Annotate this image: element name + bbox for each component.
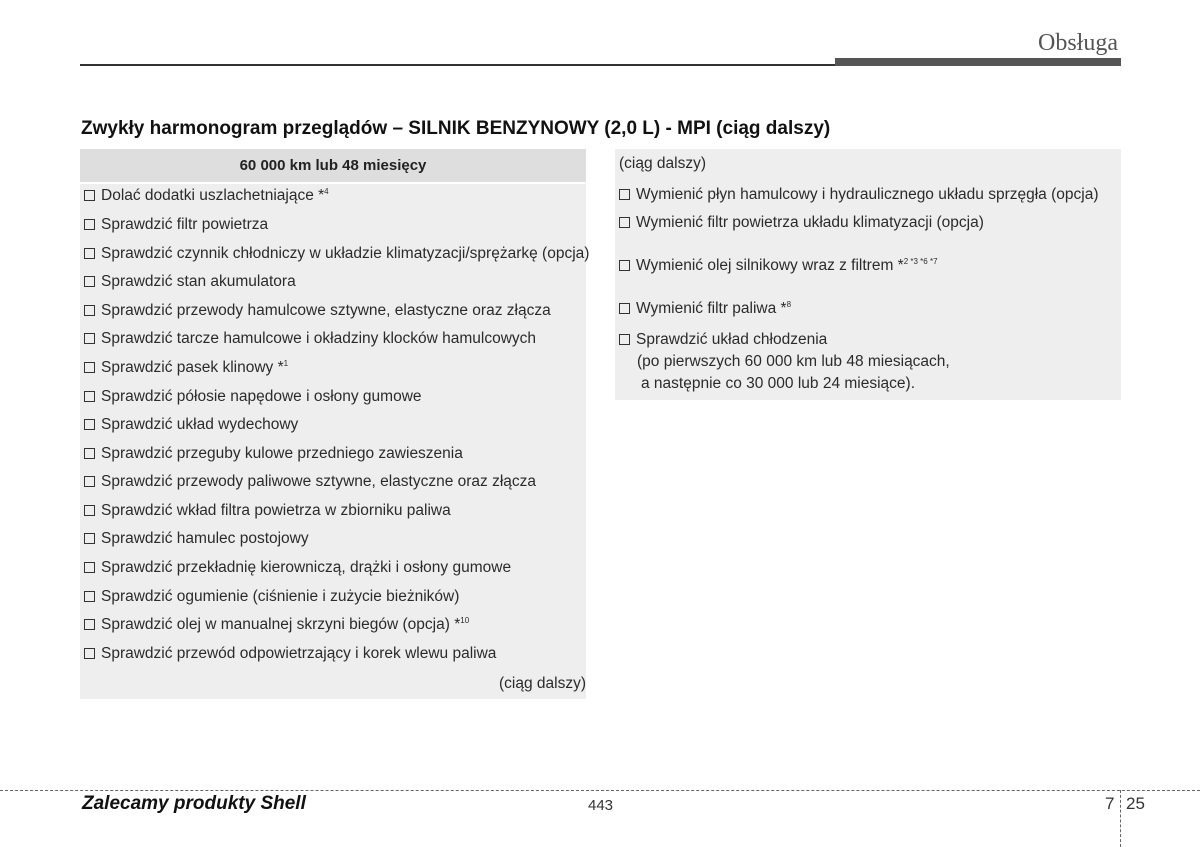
footnote-ref: 4	[324, 187, 329, 196]
cooling-note: (po pierwszych 60 000 km lub 48 miesiącach,	[637, 353, 950, 370]
checklist-item-text: Sprawdzić hamulec postojowy	[101, 530, 309, 547]
checklist-item-text: Sprawdzić przewody paliwowe sztywne, elastyczne oraz złącza	[101, 473, 537, 490]
footnote-ref: 2 *3 *6 *7	[903, 257, 938, 266]
checkbox-icon	[84, 362, 95, 373]
checkbox-icon	[619, 303, 630, 314]
footer-vertical-divider	[1120, 790, 1121, 847]
footer-divider	[0, 790, 1200, 791]
checklist-item	[84, 559, 511, 577]
checklist-item-text: Wymienić filtr paliwa *	[636, 300, 787, 318]
checklist-item	[84, 216, 268, 234]
checkbox-icon	[84, 190, 95, 201]
checkbox-icon	[84, 248, 95, 259]
checklist-item	[619, 214, 984, 232]
interval-heading: 60 000 km lub 48 miesięcy	[80, 149, 586, 184]
checklist-item-text: Sprawdzić czynnik chłodniczy w układzie klimatyzacji/sprężarkę (opcja)	[101, 245, 590, 262]
checklist-item	[84, 302, 551, 320]
continued-note: (ciąg dalszy)	[499, 675, 586, 692]
footnote-ref: 8	[786, 300, 792, 309]
checkbox-icon	[84, 476, 95, 487]
checklist-item	[84, 330, 536, 348]
checkbox-icon	[84, 648, 95, 659]
footer-chapter: 7	[1105, 794, 1115, 813]
checklist-item	[84, 388, 422, 406]
checkbox-icon	[84, 533, 95, 544]
checklist-item-text: Wymienić płyn hamulcowy i hydraulicznego układu sprzęgła (opcja)	[636, 186, 1099, 203]
checkbox-icon	[619, 334, 630, 345]
checklist-item	[84, 530, 309, 548]
checkbox-icon	[619, 260, 630, 271]
checklist-item	[84, 416, 298, 434]
checklist-item	[619, 257, 938, 275]
checkbox-icon	[84, 591, 95, 602]
checkbox-icon	[619, 217, 630, 228]
checklist-item	[84, 445, 463, 463]
checklist-item	[84, 588, 459, 606]
checkbox-icon	[84, 219, 95, 230]
footer-chapter-page: 25	[1126, 794, 1145, 813]
cooling-note: a następnie co 30 000 lub 24 miesiące).	[641, 375, 916, 392]
checklist-item-text: Sprawdzić tarcze hamulcowe i okładziny klocków hamulcowych	[101, 330, 537, 347]
checklist-item	[84, 187, 329, 205]
checklist-item-text: Sprawdzić filtr powietrza	[101, 216, 269, 233]
schedule-panel-left	[80, 149, 590, 699]
checklist-item	[84, 502, 451, 520]
checkbox-icon	[84, 419, 95, 430]
checklist-item	[84, 645, 496, 663]
checklist-item-text: Sprawdzić układ chłodzenia	[636, 331, 828, 348]
checklist-item-text: Sprawdzić wkład filtra powietrza w zbiorniku paliwa	[101, 502, 451, 519]
checkbox-icon	[84, 391, 95, 402]
checklist-item	[619, 300, 791, 318]
checklist-item	[619, 186, 1099, 204]
checkbox-icon	[84, 448, 95, 459]
continued-note: (ciąg dalszy)	[619, 155, 706, 172]
checkbox-icon	[84, 562, 95, 573]
checklist-item	[84, 273, 296, 291]
footnote-ref: 10	[460, 616, 470, 625]
section-label: Obsługa	[1038, 30, 1118, 56]
checklist-item	[84, 616, 469, 634]
checkbox-icon	[84, 505, 95, 516]
page-title: Zwykły harmonogram przeglądów – SILNIK BENZYNOWY (2,0 L) - MPI (ciąg dalszy)	[81, 118, 831, 139]
checklist-item-cooling	[619, 329, 950, 395]
checklist-item-text: Sprawdzić półosie napędowe i osłony gumowe	[101, 388, 422, 405]
checklist-item	[84, 245, 589, 263]
header-rule-accent	[835, 58, 1121, 66]
checklist-item-text: Dolać dodatki uszlachetniające *	[101, 187, 325, 205]
footer-page-number: 443	[588, 797, 614, 814]
checkbox-icon	[84, 305, 95, 316]
checkbox-icon	[84, 619, 95, 630]
checklist-item-text: Sprawdzić olej w manualnej skrzyni biegów (opcja) *	[101, 616, 461, 634]
checklist-item-text: Sprawdzić przewody hamulcowe sztywne, elastyczne oraz złącza	[101, 302, 551, 319]
checklist-item-text: Sprawdzić ogumienie (ciśnienie i zużycie bieżników)	[101, 588, 460, 605]
checklist-item-text: Sprawdzić pasek klinowy *	[101, 359, 284, 377]
footer-brand: Zalecamy produkty Shell	[82, 793, 306, 814]
checkbox-icon	[619, 189, 630, 200]
checklist-item	[84, 359, 288, 377]
footnote-ref: 1	[283, 359, 289, 368]
checklist-item-text: Wymienić filtr powietrza układu klimatyzacji (opcja)	[636, 214, 984, 231]
checklist-item-text: Sprawdzić przewód odpowietrzający i korek wlewu paliwa	[101, 645, 497, 662]
schedule-panel-right	[615, 149, 1121, 400]
checklist-item-text: Sprawdzić przekładnię kierowniczą, drążki i osłony gumowe	[101, 559, 512, 576]
checklist-item-text: Sprawdzić stan akumulatora	[101, 273, 296, 290]
checkbox-icon	[84, 333, 95, 344]
checkbox-icon	[84, 276, 95, 287]
checklist-item-text: Sprawdzić układ wydechowy	[101, 416, 299, 433]
checklist-item-text: Sprawdzić przeguby kulowe przedniego zawieszenia	[101, 445, 463, 462]
header-rule	[80, 64, 836, 66]
checklist-item	[84, 473, 536, 491]
checklist-item-text: Wymienić olej silnikowy wraz z filtrem *	[636, 257, 904, 275]
